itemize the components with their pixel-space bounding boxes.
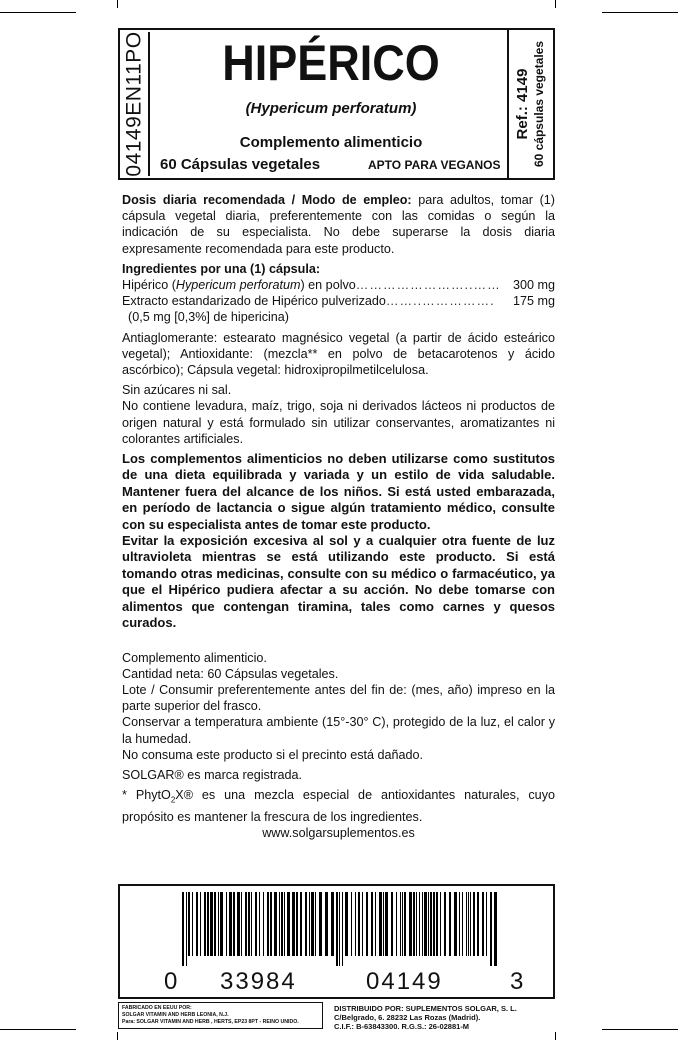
leader-dots: ……………………..…… <box>355 278 501 293</box>
manufacturer-line: FABRICADO EN EEUU POR: <box>122 1005 192 1011</box>
no-sugar-text: Sin azúcares ni sal. <box>122 383 232 398</box>
info-line: No consuma este producto si el precinto está dañado. <box>122 747 424 762</box>
manufacturer-line: Para: SOLGAR VITAMIN AND HERB , HERTS, EP23 8PT - REINO UNIDO. <box>122 1019 299 1025</box>
trademark-text: SOLGAR® es marca registrada. <box>122 767 303 782</box>
crop-mark <box>602 1029 678 1030</box>
barcode-digits-right: 04149 <box>366 968 443 995</box>
ingredient-name: Extracto estandarizado de Hipérico pulverizado <box>122 294 386 309</box>
info-line: Conservar a temperatura ambiente (15°-30° C), protegido de la luz, el calor y la humedad. <box>122 715 555 746</box>
reference-box <box>507 30 553 178</box>
phyto-note: * PhytO$_2$X® es una mezcla especial de antioxidantes naturales, cuyo propósito es mantener la frescura de los ingredientes. <box>122 788 555 824</box>
barcode-box <box>118 884 555 999</box>
distributor-line: DISTRIBUIDO POR: SUPLEMENTOS SOLGAR, S. L. <box>334 1004 517 1013</box>
warning-paragraph: Los complementos alimenticios no deben utilizarse como sustitutos de una dieta equilibrada y variada y un estilo de vida saludable. Mantener fuera del alcance de los niños. Si está usted embarazada, en período de lactancia o sigue algún tratamiento médico, consulte con su especialista antes de tomar este producto. <box>122 451 555 532</box>
label-header <box>118 28 555 180</box>
ingredient-note: (0,5 mg [0,3%] de hipericina) <box>128 310 290 325</box>
distributor-line: C/Belgrado, 6. 28232 Las Rozas (Madrid). <box>334 1013 481 1022</box>
lot-code-box <box>122 32 150 176</box>
vegan-badge: APTO PARA VEGANOS <box>368 158 501 172</box>
ingredients-heading: Ingredientes por una (1) cápsula: <box>122 261 321 276</box>
crop-mark <box>0 12 76 13</box>
info-line: Lote / Consumir preferentemente antes del fin de: (mes, año) impreso en la parte superior del frasco. <box>122 682 555 714</box>
latin-name: (Hypericum perforatum) <box>245 100 417 117</box>
distributor-line: C.I.F.: B-63843300. R.G.S.: 26-02881-M <box>334 1022 470 1031</box>
dosage-heading: Dosis diaria recomendada / Modo de empleo: <box>122 193 412 207</box>
ingredient-value: 175 mg <box>512 294 555 309</box>
manufacturer-box <box>118 1002 323 1029</box>
crop-mark <box>117 1032 118 1040</box>
info-line: Complemento alimenticio. <box>122 650 267 665</box>
website-link[interactable]: www.solgarsuplementos.es <box>262 826 415 841</box>
crop-mark <box>555 1032 556 1040</box>
label-body <box>122 192 555 841</box>
capsule-count: 60 Cápsulas vegetales <box>160 156 321 173</box>
crop-mark <box>117 0 118 8</box>
manufacturer-line: SOLGAR VITAMIN AND HERB LEONIA, N.J. <box>122 1012 229 1018</box>
ingredient-name: Hipérico (Hypericum perforatum) en polvo <box>122 278 356 293</box>
lot-code: 04149EN11PO <box>123 31 146 177</box>
reference-number: Ref.: 4149 <box>514 68 531 140</box>
ingredient-row <box>122 277 555 293</box>
warning-paragraph: Evitar la exposición excesiva al sol y a cualquier otra fuente de luz ultravioleta mientras se está utilizando este producto. Si está tomando otras medicinas, consulte con su médico o farmacéutico, ya que el Hipérico pudiera afectar a su acción. No debe tomarse con alimentos que contengan tiramina, tales como carnes y quesos curados. <box>122 533 555 631</box>
barcode <box>180 892 500 966</box>
free-from-text: No contiene levadura, maíz, trigo, soja ni derivados lácteos ni productos de origen natural y está formulado sin utilizar conservantes, aromatizantes ni colorantes artificiales. <box>122 399 555 446</box>
leader-dots: ……..……………. <box>385 294 495 309</box>
product-title: HIPÉRICO <box>222 35 440 91</box>
reference-capsules: 60 cápsulas vegetales <box>532 40 546 168</box>
barcode-digits-left: 33984 <box>220 968 297 995</box>
barcode-digit-first: 0 <box>164 968 180 995</box>
distributor-info <box>334 1004 555 1031</box>
ingredient-value: 300 mg <box>512 278 555 293</box>
crop-mark <box>602 12 678 13</box>
crop-mark <box>555 0 556 8</box>
dosage-text: para adultos, tomar (1) cápsula vegetal diaria, preferentemente con las comidas o según la indicación de su especialista. No debe superarse la dosis diaria expresamente recomendada para este producto. <box>122 193 555 256</box>
crop-mark <box>0 1029 76 1030</box>
product-subtitle: Complemento alimenticio <box>239 134 423 151</box>
barcode-digit-last: 3 <box>510 968 526 995</box>
additives-text: Antiaglomerante: estearato magnésico vegetal (a partir de ácido esteárico vegetal); Antioxidante: (mezcla** en polvo de betacarotenos y ácido ascórbico); Cápsula vegetal: hidroxipropilmetilcelulosa. <box>122 330 555 378</box>
info-line: Cantidad neta: 60 Cápsulas vegetales. <box>122 666 339 681</box>
product-label <box>118 28 555 1032</box>
dosage-paragraph <box>122 192 555 257</box>
ingredient-row <box>122 293 555 309</box>
